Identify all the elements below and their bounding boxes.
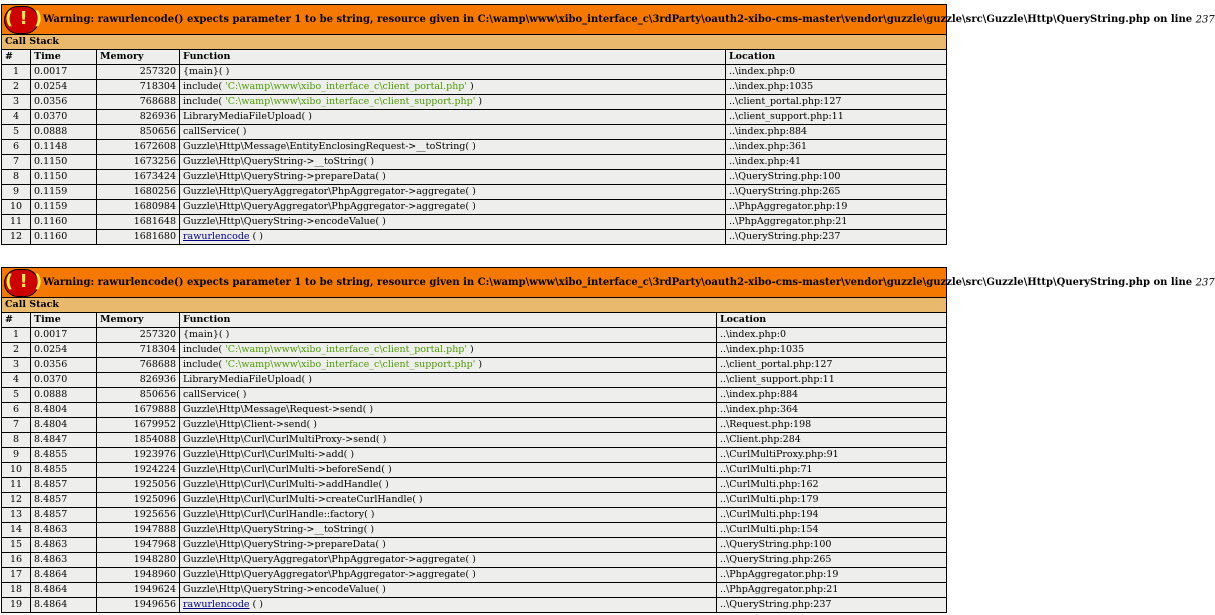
error-table-1 <box>1 4 1215 245</box>
stack-row <box>2 65 947 80</box>
stack-time: 8.4857 <box>31 493 97 508</box>
stack-num: 4 <box>2 110 31 125</box>
stack-location: ..\index.php:884 <box>726 125 947 140</box>
stack-function <box>180 140 726 155</box>
stack-time: 0.1148 <box>31 140 97 155</box>
stack-num: 5 <box>2 388 31 403</box>
warning-header <box>2 268 1215 298</box>
warning-header <box>2 5 1215 35</box>
stack-num: 11 <box>2 478 31 493</box>
stack-time: 0.0888 <box>31 125 97 140</box>
stack-location: ..\index.php:41 <box>726 155 947 170</box>
stack-row <box>2 523 947 538</box>
stack-location: ..\Client.php:284 <box>717 433 947 448</box>
call-stack-heading: Call Stack <box>2 35 947 50</box>
stack-time: 0.1150 <box>31 170 97 185</box>
stack-num: 14 <box>2 523 31 538</box>
stack-function <box>180 358 717 373</box>
stack-row <box>2 95 947 110</box>
stack-num: 3 <box>2 358 31 373</box>
function-args-close: ) <box>475 359 483 370</box>
stack-num: 9 <box>2 185 31 200</box>
stack-memory: 1673256 <box>97 155 180 170</box>
stack-row <box>2 583 947 598</box>
call-stack-heading: Call Stack <box>2 298 947 313</box>
stack-num: 3 <box>2 95 31 110</box>
col-time-header: Time <box>31 313 97 328</box>
stack-time: 0.1160 <box>31 215 97 230</box>
stack-time: 8.4864 <box>31 583 97 598</box>
stack-function <box>180 493 717 508</box>
stack-location: ..\client_portal.php:127 <box>726 95 947 110</box>
stack-memory: 768688 <box>97 358 180 373</box>
stack-time: 0.1150 <box>31 155 97 170</box>
col-memory-header: Memory <box>97 50 180 65</box>
stack-memory: 1948280 <box>97 553 180 568</box>
stack-num: 10 <box>2 200 31 215</box>
warning-line-number: 237 <box>1195 277 1215 288</box>
stack-time: 0.0356 <box>31 358 97 373</box>
stack-location: ..\QueryString.php:237 <box>726 230 947 245</box>
stack-location: ..\index.php:0 <box>717 328 947 343</box>
stack-time: 0.0254 <box>31 80 97 95</box>
col-location-header: Location <box>717 313 947 328</box>
stack-function <box>180 65 726 80</box>
stack-location: ..\index.php:364 <box>717 403 947 418</box>
stack-memory: 257320 <box>97 328 180 343</box>
stack-row <box>2 230 947 245</box>
stack-function <box>180 583 717 598</box>
stack-time: 0.0370 <box>31 110 97 125</box>
stack-row <box>2 343 947 358</box>
col-location-header: Location <box>726 50 947 65</box>
function-name: include( <box>183 81 226 92</box>
xdebug-output <box>1 4 1215 613</box>
stack-row <box>2 140 947 155</box>
stack-row <box>2 538 947 553</box>
function-name: Guzzle\Http\Curl\CurlMultiProxy->send( ) <box>183 434 387 445</box>
stack-function <box>180 215 726 230</box>
stack-time: 8.4863 <box>31 538 97 553</box>
stack-row <box>2 598 947 613</box>
stack-row <box>2 508 947 523</box>
function-argument: 'C:\wamp\www\xibo_interface_c\client_portal.php' <box>225 344 467 355</box>
stack-row <box>2 125 947 140</box>
stack-location: ..\QueryString.php:100 <box>726 170 947 185</box>
stack-memory: 1681680 <box>97 230 180 245</box>
stack-num: 8 <box>2 433 31 448</box>
stack-function <box>180 568 717 583</box>
stack-location: ..\CurlMulti.php:179 <box>717 493 947 508</box>
function-name: Guzzle\Http\QueryString->__toString( ) <box>183 524 375 535</box>
stack-memory: 850656 <box>97 125 180 140</box>
stack-row <box>2 155 947 170</box>
stack-function <box>180 373 717 388</box>
stack-row <box>2 388 947 403</box>
stack-function <box>180 418 717 433</box>
stack-time: 8.4855 <box>31 463 97 478</box>
stack-num: 2 <box>2 343 31 358</box>
stack-row <box>2 328 947 343</box>
stack-time: 8.4847 <box>31 433 97 448</box>
stack-num: 7 <box>2 155 31 170</box>
stack-memory: 1680984 <box>97 200 180 215</box>
stack-time: 0.0017 <box>31 65 97 80</box>
col-function-header: Function <box>180 50 726 65</box>
stack-location: ..\QueryString.php:265 <box>726 185 947 200</box>
function-name: Guzzle\Http\Curl\CurlMulti->addHandle( ) <box>183 479 389 490</box>
warning-line-number: 237 <box>1195 14 1215 25</box>
stack-function <box>180 598 717 613</box>
stack-row <box>2 200 947 215</box>
stack-function <box>180 403 717 418</box>
stack-row <box>2 358 947 373</box>
stack-location: ..\index.php:361 <box>726 140 947 155</box>
stack-time: 8.4864 <box>31 598 97 613</box>
stack-row <box>2 170 947 185</box>
stack-num: 18 <box>2 583 31 598</box>
function-argument: 'C:\wamp\www\xibo_interface_c\client_support.php' <box>225 96 476 107</box>
stack-time: 8.4857 <box>31 478 97 493</box>
stack-function <box>180 95 726 110</box>
function-name: {main}( ) <box>183 66 230 77</box>
function-argument: 'C:\wamp\www\xibo_interface_c\client_support.php' <box>225 359 476 370</box>
stack-location: ..\QueryString.php:237 <box>717 598 947 613</box>
stack-memory: 850656 <box>97 388 180 403</box>
function-name: callService( ) <box>183 126 247 137</box>
stack-function <box>180 328 717 343</box>
stack-location: ..\PhpAggregator.php:19 <box>726 200 947 215</box>
stack-location: ..\PhpAggregator.php:21 <box>726 215 947 230</box>
stack-time: 0.1160 <box>31 230 97 245</box>
function-name: Guzzle\Http\QueryAggregator\PhpAggregator->aggregate( ) <box>183 201 476 212</box>
warning-icon: ( ! ) <box>4 269 39 297</box>
stack-function <box>180 523 717 538</box>
stack-function <box>180 508 717 523</box>
function-name: Guzzle\Http\Curl\CurlHandle::factory( ) <box>183 509 375 520</box>
stack-memory: 1949624 <box>97 583 180 598</box>
stack-row <box>2 463 947 478</box>
stack-num: 7 <box>2 418 31 433</box>
stack-function <box>180 200 726 215</box>
stack-num: 15 <box>2 538 31 553</box>
stack-num: 8 <box>2 170 31 185</box>
function-doc-link[interactable]: rawurlencode <box>183 599 250 610</box>
stack-row <box>2 373 947 388</box>
stack-memory: 768688 <box>97 95 180 110</box>
function-name: Guzzle\Http\QueryString->prepareData( ) <box>183 171 386 182</box>
stack-num: 1 <box>2 328 31 343</box>
function-name: include( <box>183 359 226 370</box>
stack-num: 6 <box>2 403 31 418</box>
function-name: Guzzle\Http\QueryAggregator\PhpAggregator->aggregate( ) <box>183 554 476 565</box>
stack-memory: 1854088 <box>97 433 180 448</box>
function-name: Guzzle\Http\QueryString->__toString( ) <box>183 156 375 167</box>
stack-time: 8.4855 <box>31 448 97 463</box>
stack-time: 8.4863 <box>31 553 97 568</box>
stack-row <box>2 478 947 493</box>
function-name: include( <box>183 344 226 355</box>
column-header-row <box>2 50 947 65</box>
function-name: Guzzle\Http\QueryString->encodeValue( ) <box>183 584 386 595</box>
stack-num: 12 <box>2 493 31 508</box>
stack-row <box>2 568 947 583</box>
stack-function <box>180 80 726 95</box>
stack-num: 17 <box>2 568 31 583</box>
stack-function <box>180 170 726 185</box>
stack-memory: 1924224 <box>97 463 180 478</box>
stack-time: 8.4863 <box>31 523 97 538</box>
stack-num: 4 <box>2 373 31 388</box>
stack-num: 10 <box>2 463 31 478</box>
stack-function <box>180 125 726 140</box>
stack-time: 8.4864 <box>31 568 97 583</box>
stack-memory: 1680256 <box>97 185 180 200</box>
stack-time: 0.0356 <box>31 95 97 110</box>
function-doc-link[interactable]: rawurlencode <box>183 231 250 242</box>
stack-row <box>2 448 947 463</box>
stack-function <box>180 433 717 448</box>
warning-message: Warning: rawurlencode() expects parameter 1 to be string, resource given in C:\wamp\www\xibo_interface_c\3rdParty\oauth2-xibo-cms-master\vendor\guzzle\guzzle\src\Guzzle\Http\QueryString.php on line <box>43 276 1196 288</box>
stack-row <box>2 185 947 200</box>
stack-memory: 1948960 <box>97 568 180 583</box>
stack-memory: 1925656 <box>97 508 180 523</box>
stack-row <box>2 403 947 418</box>
col-memory-header: Memory <box>97 313 180 328</box>
function-args-close: ) <box>467 81 474 92</box>
stack-function <box>180 230 726 245</box>
stack-num: 13 <box>2 508 31 523</box>
function-name: include( <box>183 96 226 107</box>
stack-row <box>2 553 947 568</box>
function-name: Guzzle\Http\Curl\CurlMulti->add( ) <box>183 449 355 460</box>
warning-message: Warning: rawurlencode() expects parameter 1 to be string, resource given in C:\wamp\www\xibo_interface_c\3rdParty\oauth2-xibo-cms-master\vendor\guzzle\guzzle\src\Guzzle\Http\QueryString.php on line <box>43 13 1196 25</box>
stack-location: ..\QueryString.php:100 <box>717 538 947 553</box>
stack-num: 2 <box>2 80 31 95</box>
col-num-header: # <box>2 50 31 65</box>
stack-memory: 718304 <box>97 343 180 358</box>
stack-location: ..\CurlMulti.php:71 <box>717 463 947 478</box>
stack-num: 9 <box>2 448 31 463</box>
stack-location: ..\CurlMulti.php:154 <box>717 523 947 538</box>
stack-row <box>2 80 947 95</box>
stack-function <box>180 478 717 493</box>
function-args-close: ) <box>475 96 483 107</box>
stack-num: 5 <box>2 125 31 140</box>
stack-location: ..\client_portal.php:127 <box>717 358 947 373</box>
stack-time: 0.1159 <box>31 185 97 200</box>
stack-memory: 1672608 <box>97 140 180 155</box>
stack-location: ..\CurlMultiProxy.php:91 <box>717 448 947 463</box>
stack-location: ..\QueryString.php:265 <box>717 553 947 568</box>
stack-time: 8.4804 <box>31 403 97 418</box>
function-name: Guzzle\Http\QueryString->encodeValue( ) <box>183 216 386 227</box>
stack-row <box>2 418 947 433</box>
function-args-close: ) <box>467 344 474 355</box>
stack-num: 12 <box>2 230 31 245</box>
stack-memory: 1947888 <box>97 523 180 538</box>
stack-num: 16 <box>2 553 31 568</box>
stack-time: 0.0370 <box>31 373 97 388</box>
function-name: Guzzle\Http\QueryAggregator\PhpAggregator->aggregate( ) <box>183 569 476 580</box>
stack-function <box>180 463 717 478</box>
stack-location: ..\client_support.php:11 <box>717 373 947 388</box>
stack-memory: 1925096 <box>97 493 180 508</box>
stack-time: 0.0254 <box>31 343 97 358</box>
stack-memory: 718304 <box>97 80 180 95</box>
stack-location: ..\index.php:1035 <box>726 80 947 95</box>
stack-row <box>2 215 947 230</box>
error-table-2 <box>1 267 1215 613</box>
warning-icon: ( ! ) <box>4 6 39 34</box>
function-name: Guzzle\Http\QueryString->prepareData( ) <box>183 539 386 550</box>
function-name: Guzzle\Http\Message\EntityEnclosingRequest->__toString( ) <box>183 141 476 152</box>
function-args: ( ) <box>249 599 263 610</box>
stack-num: 6 <box>2 140 31 155</box>
stack-function <box>180 185 726 200</box>
function-name: Guzzle\Http\Message\Request->send( ) <box>183 404 374 415</box>
col-time-header: Time <box>31 50 97 65</box>
function-name: LibraryMediaFileUpload( ) <box>183 111 312 122</box>
stack-memory: 1679952 <box>97 418 180 433</box>
stack-location: ..\PhpAggregator.php:21 <box>717 583 947 598</box>
stack-function <box>180 388 717 403</box>
function-argument: 'C:\wamp\www\xibo_interface_c\client_portal.php' <box>225 81 467 92</box>
stack-memory: 1673424 <box>97 170 180 185</box>
stack-row <box>2 493 947 508</box>
stack-time: 0.0017 <box>31 328 97 343</box>
stack-function <box>180 110 726 125</box>
stack-memory: 1681648 <box>97 215 180 230</box>
function-args: ( ) <box>249 231 263 242</box>
block-gap <box>1 245 946 267</box>
stack-function <box>180 155 726 170</box>
function-name: LibraryMediaFileUpload( ) <box>183 374 312 385</box>
stack-location: ..\index.php:0 <box>726 65 947 80</box>
stack-time: 0.1159 <box>31 200 97 215</box>
stack-location: ..\index.php:884 <box>717 388 947 403</box>
stack-function <box>180 343 717 358</box>
stack-memory: 1925056 <box>97 478 180 493</box>
stack-location: ..\index.php:1035 <box>717 343 947 358</box>
stack-memory: 1923976 <box>97 448 180 463</box>
stack-num: 1 <box>2 65 31 80</box>
col-num-header: # <box>2 313 31 328</box>
stack-row <box>2 433 947 448</box>
function-name: Guzzle\Http\Curl\CurlMulti->beforeSend( ) <box>183 464 392 475</box>
stack-row <box>2 110 947 125</box>
stack-function <box>180 553 717 568</box>
function-name: Guzzle\Http\Client->send( ) <box>183 419 317 430</box>
stack-time: 0.0888 <box>31 388 97 403</box>
stack-location: ..\CurlMulti.php:162 <box>717 478 947 493</box>
function-name: {main}( ) <box>183 329 230 340</box>
stack-time: 8.4857 <box>31 508 97 523</box>
stack-num: 19 <box>2 598 31 613</box>
stack-location: ..\CurlMulti.php:194 <box>717 508 947 523</box>
stack-time: 8.4804 <box>31 418 97 433</box>
stack-function <box>180 448 717 463</box>
column-header-row <box>2 313 947 328</box>
function-name: callService( ) <box>183 389 247 400</box>
stack-location: ..\PhpAggregator.php:19 <box>717 568 947 583</box>
function-name: Guzzle\Http\QueryAggregator\PhpAggregator->aggregate( ) <box>183 186 476 197</box>
stack-memory: 1949656 <box>97 598 180 613</box>
function-name: Guzzle\Http\Curl\CurlMulti->createCurlHandle( ) <box>183 494 423 505</box>
col-function-header: Function <box>180 313 717 328</box>
stack-function <box>180 538 717 553</box>
stack-location: ..\client_support.php:11 <box>726 110 947 125</box>
stack-memory: 257320 <box>97 65 180 80</box>
stack-num: 11 <box>2 215 31 230</box>
stack-memory: 826936 <box>97 110 180 125</box>
stack-location: ..\Request.php:198 <box>717 418 947 433</box>
stack-memory: 1947968 <box>97 538 180 553</box>
stack-memory: 1679888 <box>97 403 180 418</box>
stack-memory: 826936 <box>97 373 180 388</box>
